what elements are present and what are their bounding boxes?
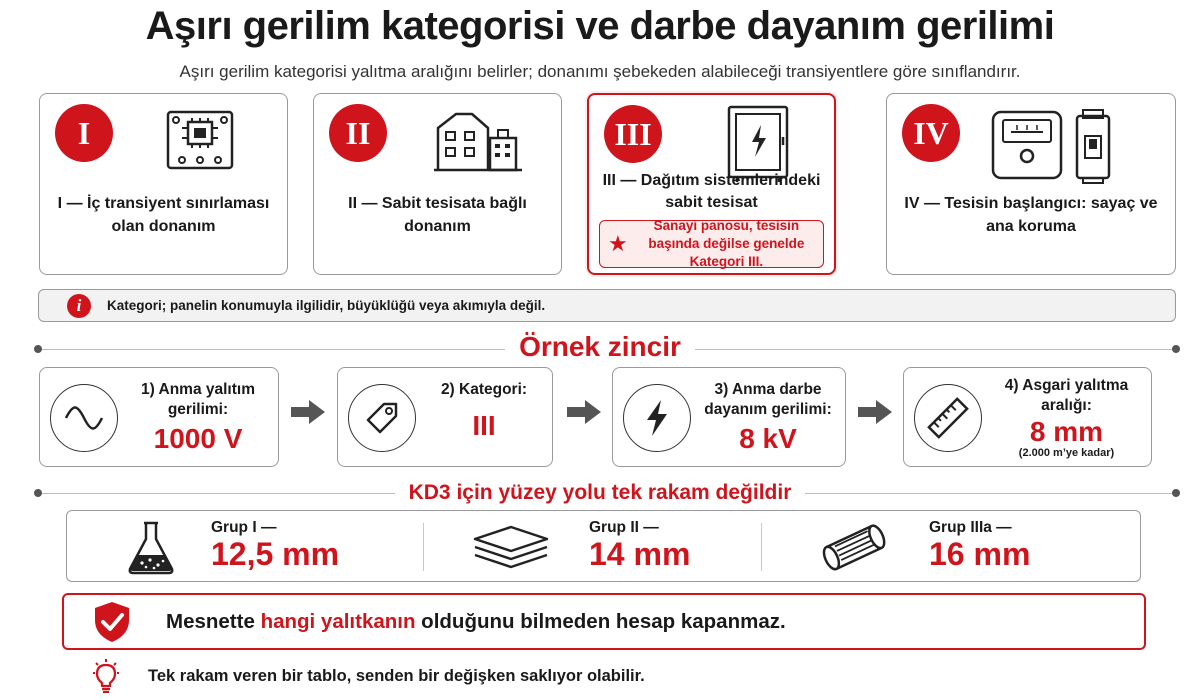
category-label: III — Dağıtım sistemlerindeki sabit tesisat [602, 172, 821, 211]
group-label: Grup IIIa — [929, 519, 1012, 536]
info-text: Kategori; panelin konumuyla ilgilidir, büyüklüğü veya akımıyla değil. [107, 298, 546, 313]
tip-text: Tek rakam veren bir tablo, senden bir değişken saklıyor olabilir. [148, 666, 645, 685]
creepage-groups [66, 510, 1141, 582]
page-subtitle: Aşırı gerilim kategorisi yalıtma aralığını belirler; donanımı şebekeden alabileceği transiyentlere göre sınıflandırır. [179, 62, 1021, 81]
step-value: 8 kV [739, 423, 797, 455]
category-badge: II [329, 104, 387, 162]
arrow-right-icon [289, 399, 327, 425]
warning-text: Mesnette hangi yalıtkanın olduğunu bilmeden hesap kapanmaz. [166, 609, 786, 633]
group-value: 12,5 mm [211, 536, 340, 572]
star-icon: ★ [608, 231, 628, 256]
page-title: Aşırı gerilim kategorisi ve darbe dayanım gerilimi [145, 4, 1055, 48]
group-value: 14 mm [589, 536, 691, 572]
building-icon [432, 108, 524, 174]
step-label: 1) Anma yalıtım gerilimi: [141, 381, 255, 419]
cylinder-icon [817, 521, 893, 573]
lightbulb-icon [92, 659, 120, 693]
group-label: Grup II — [589, 519, 659, 536]
category-label: IV — Tesisin başlangıcı: sayaç ve ana koruma [904, 195, 1158, 236]
chain-step-1 [39, 367, 279, 467]
step-label: 2) Kategori: [440, 381, 528, 398]
step-label: 3) Anma darbe dayanım gerilimi: [704, 381, 832, 419]
shield-check-icon [92, 600, 132, 644]
group-label: Grup I — [211, 519, 277, 536]
group-value: 16 mm [929, 536, 1031, 572]
layers-icon [471, 523, 551, 571]
creepage-group-2 [589, 519, 690, 572]
arrow-right-icon [565, 399, 603, 425]
category-badge: I [55, 104, 113, 162]
warning-bar [62, 593, 1146, 650]
arrow-right-icon [856, 399, 894, 425]
creepage-group-3 [929, 519, 1030, 572]
category-card-2 [313, 93, 562, 275]
chain-step-4 [903, 367, 1152, 467]
category-badge: III [604, 105, 662, 163]
tag-icon [348, 384, 416, 452]
category-label: II — Sabit tesisata bağlı donanım [348, 195, 527, 236]
chain-heading: Örnek zincir [0, 331, 1200, 363]
step-value: III [472, 410, 496, 442]
ruler-icon [914, 384, 982, 452]
step-value: 8 mm [1029, 416, 1104, 448]
category-note-text: Sanayi panosu, tesisin başında değilse genelde Kategori III. [648, 217, 805, 270]
group-separator [761, 523, 762, 571]
creepage-group-1 [211, 519, 339, 572]
creepage-heading: KD3 için yüzey yolu tek rakam değildir [0, 481, 1200, 505]
category-note [599, 217, 824, 270]
info-icon: i [67, 294, 91, 318]
lightning-icon [623, 384, 691, 452]
meter-breaker-icon [989, 108, 1119, 184]
circuit-board-icon [164, 108, 236, 174]
tip-line [92, 659, 645, 693]
ac-sine-icon [50, 384, 118, 452]
warning-highlight: hangi yalıtkanın [260, 609, 416, 633]
category-card-3 [587, 93, 836, 275]
category-card-1 [39, 93, 288, 275]
chain-step-3 [612, 367, 846, 467]
category-badge: IV [902, 104, 960, 162]
step-label: 4) Asgari yalıtma aralığı: [1004, 377, 1129, 415]
category-label: I — İç transiyent sınırlaması olan donanım [57, 195, 270, 236]
info-bar [38, 289, 1176, 322]
category-card-4 [886, 93, 1176, 275]
group-separator [423, 523, 424, 571]
step-value: 1000 V [153, 423, 243, 455]
flask-icon [125, 519, 177, 575]
chain-step-2 [337, 367, 553, 467]
step-note: (2.000 m’ye kadar) [1018, 446, 1115, 459]
